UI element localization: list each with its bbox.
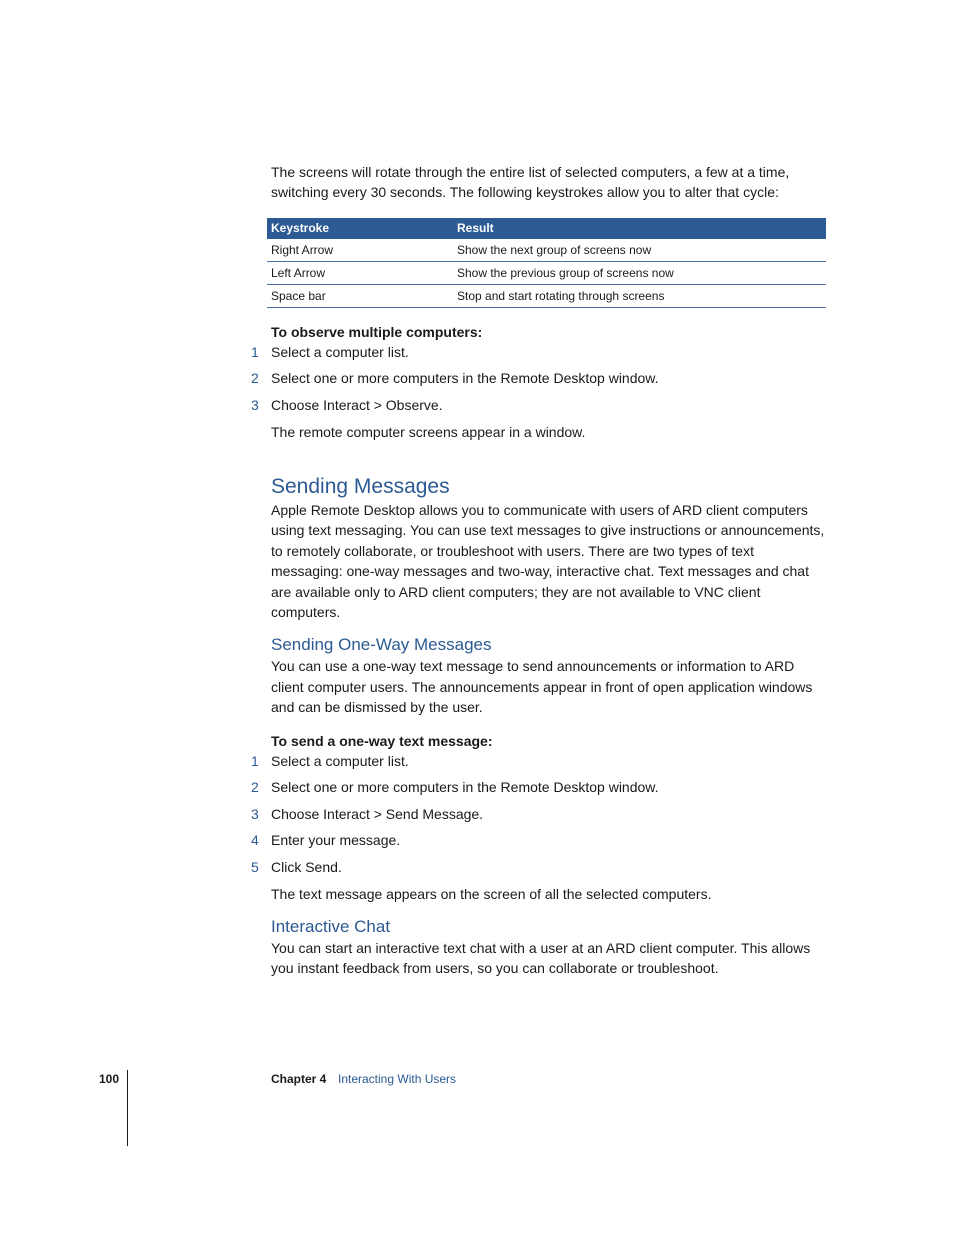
step-number: 2	[251, 779, 259, 796]
one-way-task-title: To send a one-way text message:	[271, 732, 493, 749]
one-way-result: The text message appears on the screen of all the selected computers.	[271, 885, 712, 902]
one-way-heading: Sending One-Way Messages	[271, 635, 492, 655]
step-number: 4	[251, 832, 259, 849]
step-text: Choose Interact > Send Message.	[271, 805, 484, 822]
list-item	[251, 777, 827, 797]
one-way-body: You can use a one-way text message to send announcements or information to ARD client computer users. The announcements appear in front of open application windows and can be dismissed by the user.	[271, 658, 813, 716]
list-item	[251, 804, 827, 824]
observe-result: The remote computer screens appear in a window.	[271, 423, 586, 440]
table-row	[267, 284, 826, 307]
keystroke-table	[267, 218, 826, 308]
sending-messages-heading: Sending Messages	[271, 475, 450, 498]
step-text: Select a computer list.	[271, 752, 409, 769]
list-item	[251, 751, 827, 771]
table-header-row	[267, 218, 826, 239]
table-row	[267, 239, 826, 262]
table-cell-keystroke: Right Arrow	[267, 239, 453, 262]
observe-steps	[251, 342, 827, 415]
list-item	[251, 368, 827, 388]
list-item	[251, 395, 827, 415]
page-number: 100	[99, 1072, 120, 1086]
list-item	[251, 342, 827, 362]
table-header-result: Result	[453, 218, 826, 239]
intro-paragraph: The screens will rotate through the entire list of selected computers, a few at a time, switching every 30 seconds. The following keystrokes allow you to alter that cycle:	[271, 164, 790, 201]
table-cell-result: Show the previous group of screens now	[453, 261, 826, 284]
footer-chapter-label: Chapter 4	[271, 1072, 327, 1086]
footer-divider	[127, 1070, 128, 1146]
table-row	[267, 261, 826, 284]
step-text: Enter your message.	[271, 832, 401, 849]
step-number: 1	[251, 343, 259, 360]
step-number: 1	[251, 752, 259, 769]
footer-chapter-title: Interacting With Users	[338, 1072, 457, 1086]
list-item	[251, 830, 827, 850]
step-text: Click Send.	[271, 859, 342, 876]
list-item	[251, 857, 827, 877]
table-cell-keystroke: Space bar	[267, 284, 453, 307]
table-cell-result: Stop and start rotating through screens	[453, 284, 826, 307]
chat-body: You can start an interactive text chat with a user at an ARD client computer. This allows you instant feedback from users, so you can collaborate or troubleshoot.	[271, 940, 811, 977]
one-way-steps	[251, 751, 827, 877]
step-number: 5	[251, 859, 259, 876]
step-text: Choose Interact > Observe.	[271, 397, 443, 413]
table-cell-result: Show the next group of screens now	[453, 239, 826, 262]
step-number: 3	[251, 805, 259, 822]
table-cell-keystroke: Left Arrow	[267, 261, 453, 284]
step-text: Select a computer list.	[271, 343, 409, 360]
sending-messages-body: Apple Remote Desktop allows you to communicate with users of ARD client computers using text messaging. You can use text messages to give instructions or announcements, to remotely collaborate, or troubleshoot with users. There are two types of text messaging: one-way messages and two-way, interactive chat. Text messages and chat are available only to ARD client computers; they are not available to VNC client computers.	[271, 502, 825, 621]
step-text: Select one or more computers in the Remote Desktop window.	[271, 779, 659, 796]
step-text: Select one or more computers in the Remote Desktop window.	[271, 370, 659, 387]
step-number: 2	[251, 370, 259, 387]
step-number: 3	[251, 397, 259, 413]
chat-heading: Interactive Chat	[271, 917, 391, 937]
page-content	[251, 162, 827, 979]
table-header-keystroke: Keystroke	[267, 218, 453, 239]
observe-task-title: To observe multiple computers:	[271, 323, 483, 340]
